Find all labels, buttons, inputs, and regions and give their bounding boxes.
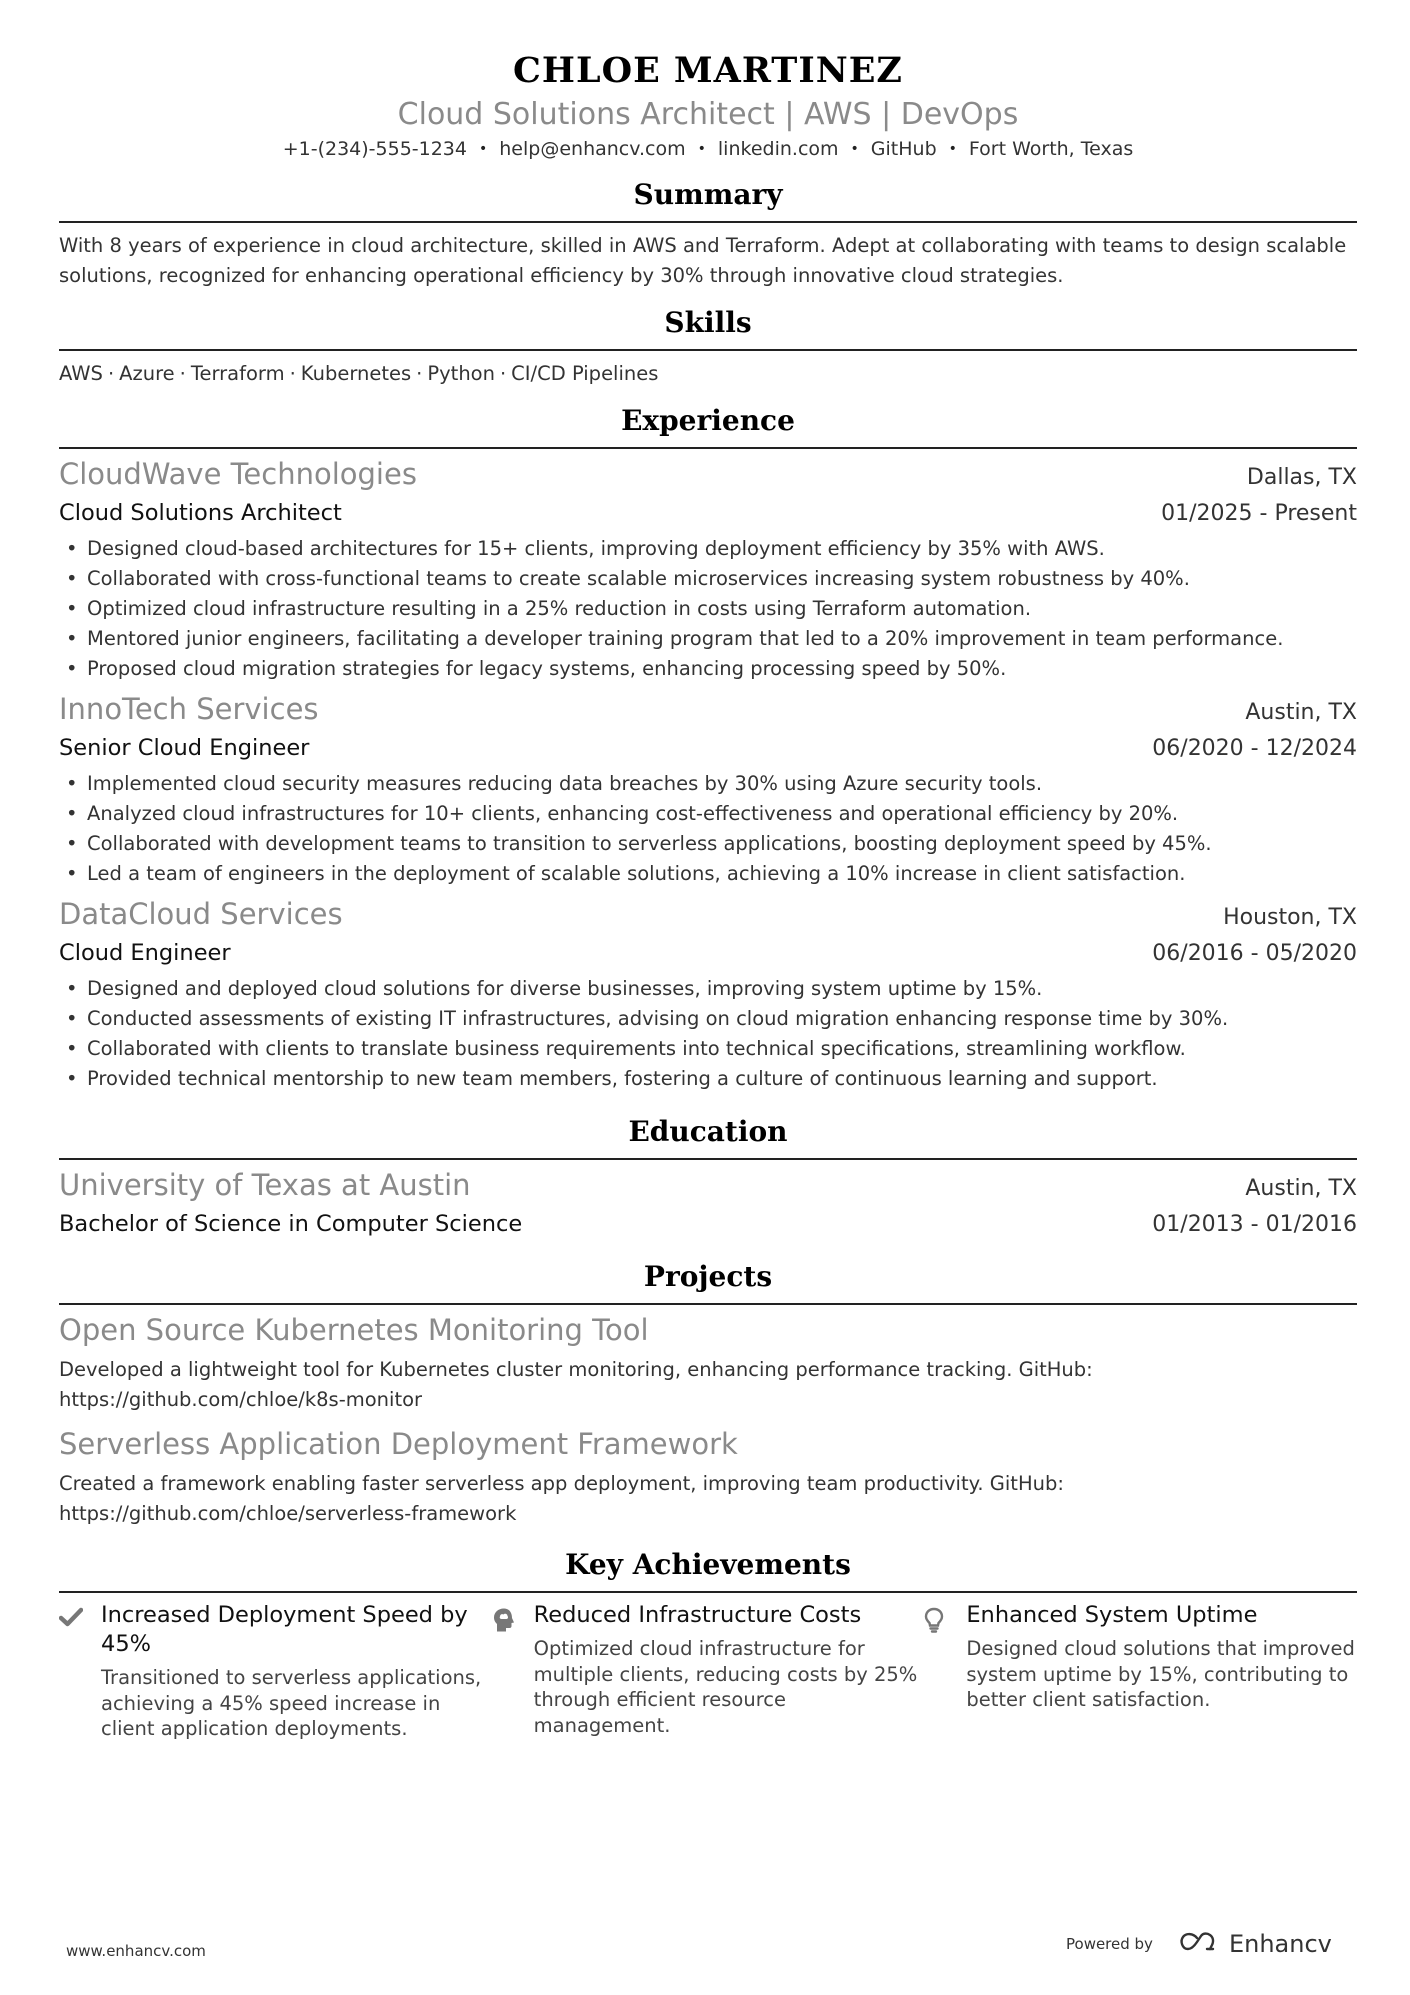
achievement-item bbox=[924, 1601, 1357, 1742]
experience-entry bbox=[59, 690, 1357, 889]
project-title: Serverless Application Deployment Framework bbox=[59, 1427, 738, 1461]
separator-dot: • bbox=[697, 141, 706, 157]
job-bullet: • Provided technical mentorship to new team members, fostering a culture of continuous learning and support. bbox=[59, 1064, 1357, 1094]
achievement-description: Optimized cloud infrastructure for multiple clients, reducing costs by 25% through efficient resource management. bbox=[533, 1637, 918, 1737]
job-bullet: • Collaborated with clients to translate business requirements into technical specifications, streamlining workflow. bbox=[59, 1034, 1357, 1064]
separator-dot: • bbox=[850, 141, 859, 157]
skill-item: Kubernetes bbox=[300, 362, 412, 385]
experience-section bbox=[59, 401, 1357, 1094]
footer-branding bbox=[1066, 1930, 1332, 1958]
section-title-projects: Projects bbox=[59, 1257, 1357, 1305]
email-link[interactable]: help@enhancv.com bbox=[499, 138, 686, 160]
separator-dot: • bbox=[948, 141, 957, 157]
job-bullet: • Led a team of engineers in the deployment of scalable solutions, achieving a 10% increase in client satisfaction. bbox=[59, 859, 1357, 889]
project-description: Created a framework enabling faster serverless app deployment, improving team productivity. GitHub: https://github.com/chloe/serverless-framework bbox=[59, 1472, 1064, 1525]
skill-item: CI/CD Pipelines bbox=[511, 362, 659, 385]
footer-website-link[interactable]: www.enhancv.com bbox=[66, 1942, 206, 1960]
achievement-description: Transitioned to serverless applications, achieving a 45% speed increase in client application deployments. bbox=[101, 1666, 482, 1740]
job-bullet: • Designed and deployed cloud solutions for diverse businesses, improving system uptime by 15%. bbox=[59, 974, 1357, 1004]
job-title: Senior Cloud Engineer bbox=[59, 735, 310, 761]
job-bullet: • Collaborated with development teams to transition to serverless applications, boosting deployment speed by 45%. bbox=[59, 829, 1357, 859]
job-title: Cloud Engineer bbox=[59, 940, 231, 966]
skills-section bbox=[59, 303, 1357, 389]
section-title-summary: Summary bbox=[59, 175, 1357, 223]
job-bullet: • Implemented cloud security measures reducing data breaches by 30% using Azure security tools. bbox=[59, 769, 1357, 799]
job-bullet: • Conducted assessments of existing IT infrastructures, advising on cloud migration enhancing response time by 30%. bbox=[59, 1004, 1357, 1034]
job-bullets bbox=[59, 974, 1357, 1094]
achievement-title: Increased Deployment Speed by 45% bbox=[101, 1602, 468, 1657]
summary-section bbox=[59, 175, 1357, 291]
job-title: Cloud Solutions Architect bbox=[59, 500, 342, 526]
powered-by-label: Powered by bbox=[1066, 1935, 1153, 1953]
head-brain-icon bbox=[492, 1601, 534, 1742]
contact-line bbox=[59, 135, 1357, 163]
school-name: University of Texas at Austin bbox=[59, 1168, 471, 1202]
job-bullets bbox=[59, 534, 1357, 684]
skill-item: Python bbox=[427, 362, 495, 385]
project-title: Open Source Kubernetes Monitoring Tool bbox=[59, 1313, 649, 1347]
job-bullet: • Mentored junior engineers, facilitating a developer training program that led to a 20% improvement in team performance. bbox=[59, 624, 1357, 654]
achievement-title: Reduced Infrastructure Costs bbox=[533, 1602, 862, 1628]
job-bullets bbox=[59, 769, 1357, 889]
skills-list: AWS · Azure · Terraform · Kubernetes · Python · CI/CD Pipelines bbox=[59, 362, 659, 385]
company-name: InnoTech Services bbox=[59, 692, 319, 726]
section-title-skills: Skills bbox=[59, 303, 1357, 351]
projects-section bbox=[59, 1257, 1357, 1529]
project-entry bbox=[59, 1311, 1357, 1415]
candidate-name: CHLOE MARTINEZ bbox=[513, 50, 903, 91]
job-dates: 06/2020 - 12/2024 bbox=[1152, 736, 1357, 761]
experience-entry bbox=[59, 895, 1357, 1094]
skill-item: Terraform bbox=[190, 362, 285, 385]
checkmark-icon bbox=[59, 1601, 101, 1742]
job-bullet: • Optimized cloud infrastructure resulting in a 25% reduction in costs using Terraform automation. bbox=[59, 594, 1357, 624]
resume-header bbox=[59, 48, 1357, 163]
github-link[interactable]: GitHub bbox=[870, 138, 937, 160]
achievements-grid bbox=[59, 1601, 1357, 1742]
experience-entry bbox=[59, 455, 1357, 684]
achievement-description: Designed cloud solutions that improved system uptime by 15%, contributing to better client satisfaction. bbox=[966, 1637, 1355, 1711]
job-bullet: • Designed cloud-based architectures for 15+ clients, improving deployment efficiency by 35% with AWS. bbox=[59, 534, 1357, 564]
school-location: Austin, TX bbox=[1245, 1176, 1357, 1201]
separator-dot: • bbox=[479, 141, 488, 157]
summary-text: With 8 years of experience in cloud architecture, skilled in AWS and Terraform. Adept at collaborating with teams to design scalable solutions, recognized for enhancing operational efficiency by 30% through innovative cloud strategies. bbox=[59, 234, 1347, 287]
location: Fort Worth, Texas bbox=[968, 138, 1134, 160]
project-entry bbox=[59, 1425, 1357, 1529]
skill-item: AWS bbox=[59, 362, 103, 385]
achievement-title: Enhanced System Uptime bbox=[966, 1602, 1258, 1628]
section-title-education: Education bbox=[59, 1112, 1357, 1160]
job-bullet: • Collaborated with cross-functional teams to create scalable microservices increasing system robustness by 40%. bbox=[59, 564, 1357, 594]
job-location: Austin, TX bbox=[1245, 700, 1357, 725]
job-dates: 01/2025 - Present bbox=[1161, 501, 1357, 526]
job-bullet: • Proposed cloud migration strategies for legacy systems, enhancing processing speed by 50%. bbox=[59, 654, 1357, 684]
skill-item: Azure bbox=[119, 362, 175, 385]
job-location: Dallas, TX bbox=[1246, 465, 1357, 490]
education-section bbox=[59, 1112, 1357, 1241]
resume-page bbox=[59, 48, 1357, 1742]
company-name: CloudWave Technologies bbox=[59, 457, 417, 491]
section-title-experience: Experience bbox=[59, 401, 1357, 449]
company-name: DataCloud Services bbox=[59, 897, 343, 931]
achievement-item bbox=[492, 1601, 925, 1742]
section-title-achievements: Key Achievements bbox=[59, 1545, 1357, 1593]
phone: +1-(234)-555-1234 bbox=[282, 138, 467, 160]
degree: Bachelor of Science in Computer Science bbox=[59, 1211, 523, 1237]
job-location: Houston, TX bbox=[1223, 905, 1357, 930]
education-entry bbox=[59, 1166, 1357, 1241]
education-dates: 01/2013 - 01/2016 bbox=[1152, 1212, 1357, 1237]
candidate-headline: Cloud Solutions Architect | AWS | DevOps bbox=[397, 97, 1019, 132]
enhancv-logo-icon bbox=[1177, 1930, 1221, 1958]
job-dates: 06/2016 - 05/2020 bbox=[1152, 941, 1357, 966]
project-description: Developed a lightweight tool for Kubernetes cluster monitoring, enhancing performance tracking. GitHub: https://github.com/chloe/k8s-monitor bbox=[59, 1358, 1093, 1411]
linkedin-link[interactable]: linkedin.com bbox=[717, 138, 839, 160]
achievements-section bbox=[59, 1545, 1357, 1742]
achievement-item bbox=[59, 1601, 492, 1742]
job-bullet: • Analyzed cloud infrastructures for 10+ clients, enhancing cost-effectiveness and operational efficiency by 20%. bbox=[59, 799, 1357, 829]
enhancv-brand-name: Enhancv bbox=[1228, 1930, 1332, 1958]
lightbulb-icon bbox=[924, 1601, 966, 1742]
